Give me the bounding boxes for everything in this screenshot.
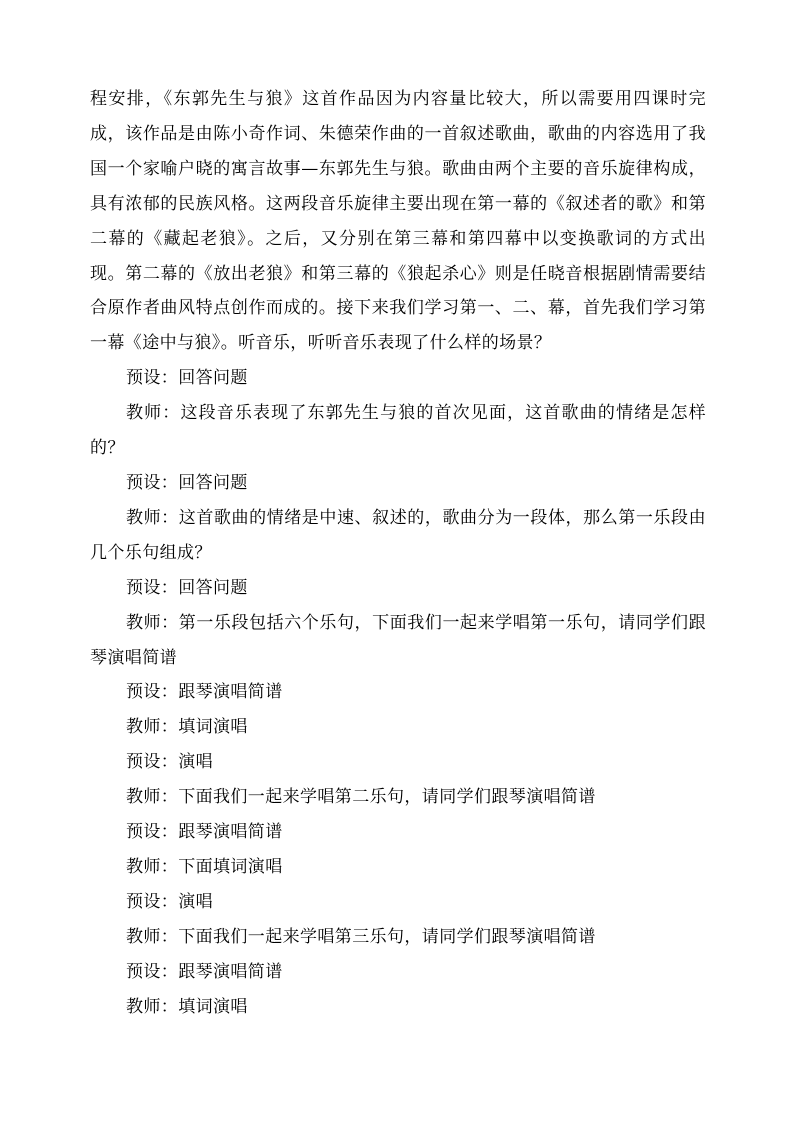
paragraph-teacher-sing-lyrics: 教师：下面填词演唱 bbox=[126, 856, 283, 877]
paragraph-preset-sing-notation: 预设：跟琴演唱简谱 bbox=[126, 961, 283, 982]
paragraph-teacher-emotion: 教师：这段音乐表现了东郭先生与狼的首次见面，这首歌曲的情绪是怎样的？ bbox=[90, 403, 706, 459]
paragraph-intro: 程安排，《东郭先生与狼》这首作品因为内容量比较大，所以需要用四课时完成，该作品是由陈小奇作词、朱德荣作曲的一首叙述歌曲，歌曲的内容选用了我国一个家喻户晓的寓言故事—东郭先生与狼。歌曲由两个主要的音乐旋律构成，具有浓郁的民族风格。这两段音乐旋律主要出现在第一幕的《叙述者的歌》和第二幕的《藏起老狼》。之后，又分别在第三幕和第四幕中以变换歌词的方式出现。第二幕的《放出老狼》和第三幕的《狼起杀心》则是任晓音根据剧情需要结合原作者曲风特点创作而成的。接下来我们学习第一、二、幕，首先我们学习第一幕《途中与狼》。听音乐，听听音乐表现了什么样的场景？ bbox=[90, 89, 706, 354]
paragraph-teacher-sing-lyrics: 教师：填词演唱 bbox=[126, 717, 248, 738]
paragraph-preset-sing-notation: 预设：跟琴演唱简谱 bbox=[126, 682, 283, 703]
paragraph-teacher-phrase-one: 教师：第一乐段包括六个乐句，下面我们一起来学唱第一乐句，请同学们跟琴演唱简谱 bbox=[90, 612, 706, 668]
paragraph-teacher-phrases: 教师：这首歌曲的情绪是中速、叙述的，歌曲分为一段体，那么第一乐段由几个乐句组成？ bbox=[90, 507, 706, 563]
paragraph-preset-sing: 预设：演唱 bbox=[126, 891, 213, 912]
paragraph-preset-answer: 预设：回答问题 bbox=[126, 472, 248, 493]
paragraph-teacher-phrase-three: 教师：下面我们一起来学唱第三乐句，请同学们跟琴演唱简谱 bbox=[126, 926, 596, 947]
paragraph-preset-sing-notation: 预设：跟琴演唱简谱 bbox=[126, 822, 283, 843]
paragraph-preset-answer: 预设：回答问题 bbox=[126, 577, 248, 598]
paragraph-preset-answer: 预设：回答问题 bbox=[126, 368, 248, 389]
document-body bbox=[90, 82, 706, 1024]
paragraph-preset-sing: 预设：演唱 bbox=[126, 752, 213, 773]
paragraph-teacher-phrase-two: 教师：下面我们一起来学唱第二乐句，请同学们跟琴演唱简谱 bbox=[126, 787, 596, 808]
paragraph-teacher-sing-lyrics: 教师：填词演唱 bbox=[126, 996, 248, 1017]
